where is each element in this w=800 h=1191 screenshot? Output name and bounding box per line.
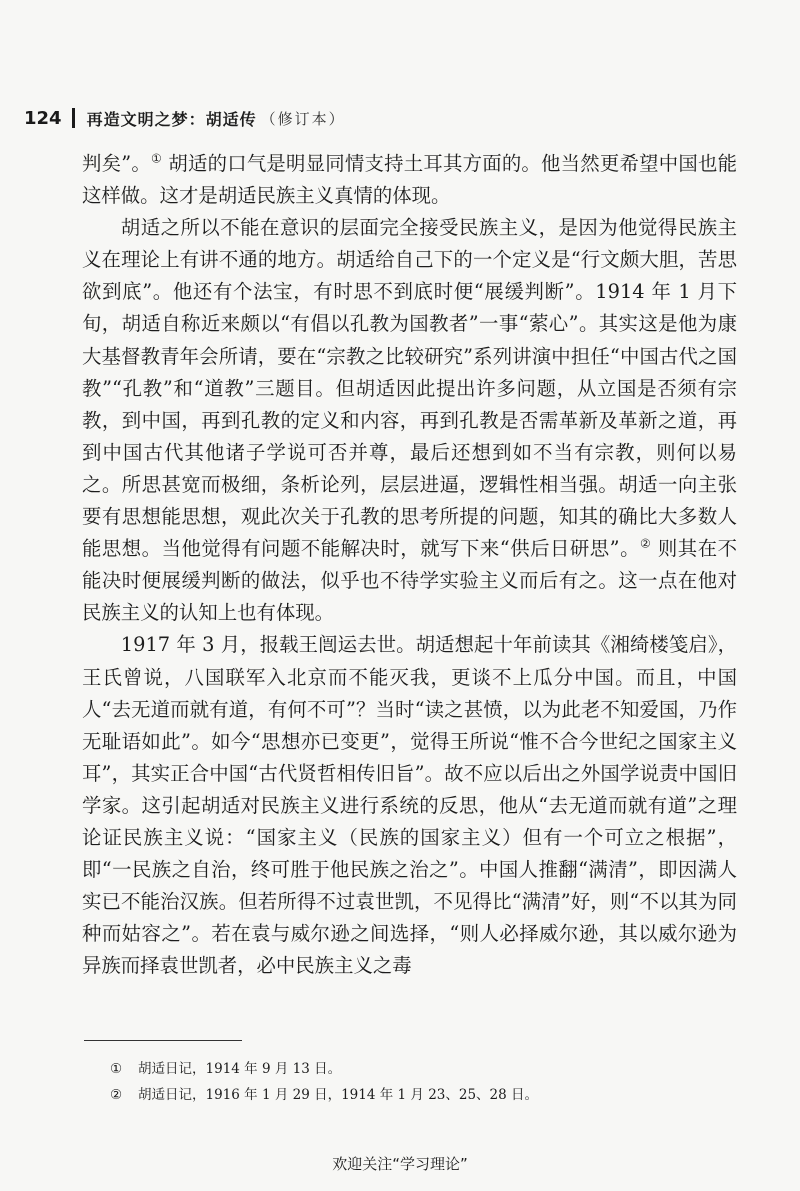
paragraph <box>82 148 737 212</box>
footnote-divider <box>84 1040 242 1041</box>
footnote-mark: ① <box>110 1061 123 1077</box>
body-text <box>82 148 737 982</box>
running-header <box>24 104 740 132</box>
paragraph-text: 判矣”。 <box>82 152 151 175</box>
paragraph-text: 胡适之所以不能在意识的层面完全接受民族主义，是因为他觉得民族主义在理论上有讲不通的地方。胡适给自己下的一个定义是“行文颇大胆，苦思欲到底”。他还有个法宝，有时思不到底时便“展缓判断”。1914 年 1 月下旬，胡适自称近来颇以“有倡以孔教为国教者”一事“萦心”。其实这是他为康大基督教青年会所请，要在“宗教之比较研究”系列讲演中担任“中国古代之国教”“孔教”和“道教”三题目。但胡适因此提出许多问题，从立国是否须有宗教，到中国，再到孔教的定义和内容，再到孔教是否需革新及革新之道，再到中国古代其他诸子学说可否并尊，最后还想到如不当有宗教，则何以易之。所思甚宽而极细，条析论列，层层进逼，逻辑性相当强。胡适一向主张要有思想能思想，观此次关于孔教的思考所提的问题，知其的确比大多数人能思想。当他觉得有问题不能解决时，就写下来“供后日研思”。 <box>82 216 737 561</box>
book-title: 再造文明之梦：胡适传 <box>86 109 257 129</box>
paragraph <box>82 629 737 982</box>
book-subtitle: （修订本） <box>260 109 346 128</box>
header-divider <box>72 108 75 128</box>
footnote-text: 胡适日记，1914 年 9 月 13 日。 <box>138 1061 342 1077</box>
page-number: 124 <box>24 107 62 129</box>
footnote-reference: ① <box>150 151 162 166</box>
footnote-2 <box>110 1082 538 1108</box>
page-footer: 欢迎关注“学习理论” <box>332 1155 468 1173</box>
footnotes <box>110 1056 538 1108</box>
paragraph <box>82 212 737 629</box>
paragraph-text: 1917 年 3 月，报载王闿运去世。胡适想起十年前读其《湘绮楼笺启》，王氏曾说，八国联军入北京而不能灭我，更谈不上瓜分中国。而且，中国人“去无道而就有道，有何不可”？当时“读之甚愤，以为此老不知爱国，乃作无耻语如此”。如今“思想亦已变更”，觉得王所说“惟不合今世纪之国家主义耳”，其实正合中国“古代贤哲相传旧旨”。故不应以后出之外国学说责中国旧学家。这引起胡适对民族主义进行系统的反思，他从“去无道而就有道”之理论证民族主义说：“国家主义（民族的国家主义）但有一个可立之根据”，即“一民族之自治，终可胜于他民族之治之”。中国人推翻“满清”，即因满人实已不能治汉族。但若所得不过袁世凯，不见得比“满清”好，则“不以其为同种而姑容之”。若在袁与威尔逊之间选择，“则人必择威尔逊，其以威尔逊为异族而择袁世凯者，必中民族主义之毒 <box>82 633 737 978</box>
footnote-reference: ② <box>639 536 652 551</box>
footnote-1 <box>110 1056 538 1082</box>
paragraph-text: 胡适的口气是明显同情支持土耳其方面的。他当然更希望中国也能这样做。这才是胡适民族主义真情的体现。 <box>82 152 737 208</box>
footnote-text: 胡适日记，1916 年 1 月 29 日，1914 年 1 月 23、25、28 日。 <box>138 1087 539 1103</box>
paragraph-text: 则其在不能决时便展缓判断的做法，似乎也不待学实验主义而后有之。这一点在他对民族主义的认知上也有体现。 <box>82 537 737 625</box>
footnote-mark: ② <box>110 1087 123 1103</box>
